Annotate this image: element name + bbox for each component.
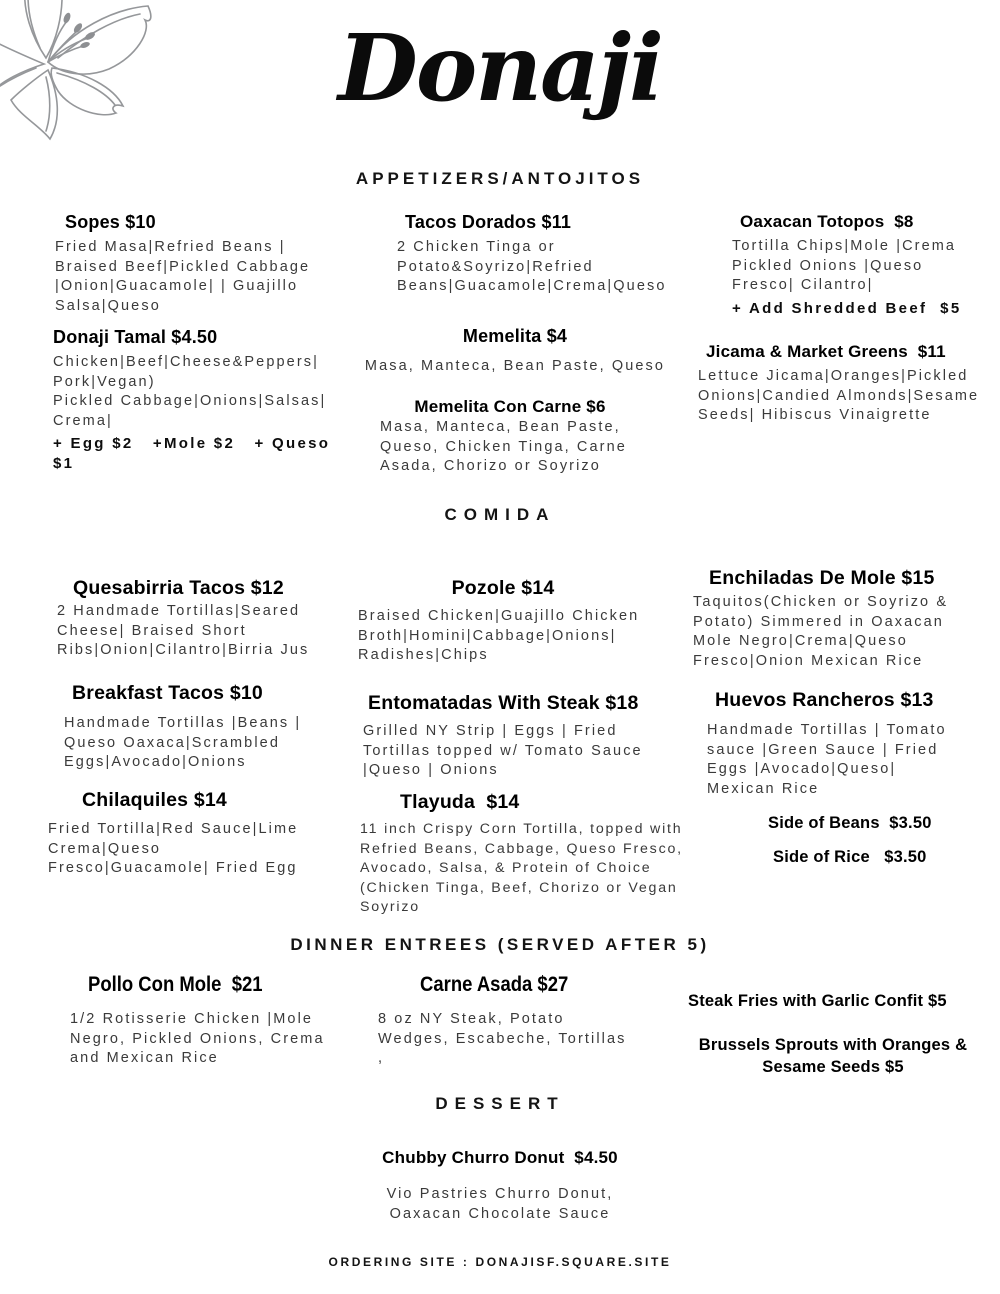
- item-description: Masa, Manteca, Bean Paste, Queso, Chicken Tinga, Carne Asada, Chorizo or Soyrizo: [380, 419, 633, 474]
- item-name: Side of Beans $3.50: [768, 814, 932, 832]
- item-name: Enchiladas De Mole $15: [709, 567, 935, 589]
- item-chilaquiles: [48, 789, 323, 879]
- item-name: Pollo Con Mole $21: [88, 973, 263, 996]
- item-description: Handmade Tortillas |Beans | Queso Oaxaca|Scrambled Eggs|Avocado|Onions: [64, 715, 308, 770]
- item-name: Carne Asada $27: [420, 973, 569, 996]
- item-description: Lettuce Jicama|Oranges|Pickled Onions|Candied Almonds|Sesame Seeds| Hibiscus Vinaigrette: [698, 368, 986, 423]
- item-tlayuda: [360, 791, 690, 918]
- item-pozole: [358, 577, 648, 666]
- item-name: Memelita $4: [462, 326, 568, 346]
- item-addons: + Egg $2 +Mole $2 + Queso $1: [53, 435, 337, 472]
- section-title-dinner: DINNER ENTREES (SERVED AFTER 5): [290, 935, 710, 954]
- item-description: Grilled NY Strip | Eggs | Fried Tortillas topped w/ Tomato Sauce |Queso | Onions: [363, 723, 649, 778]
- item-huevos-rancheros: [703, 689, 967, 799]
- item-name: Memelita Con Carne $6: [414, 397, 606, 416]
- item-name: Sopes $10: [65, 212, 156, 232]
- item-pollo-con-mole: [70, 973, 330, 1069]
- item-description: Handmade Tortillas | Tomato sauce |Green Sauce | Fried Eggs |Avocado|Queso| Mexican Rice: [707, 722, 953, 797]
- item-name: Pozole $14: [451, 577, 555, 599]
- item-name: Chubby Churro Donut $4.50: [382, 1148, 618, 1167]
- item-oaxacan-totopos: [732, 212, 992, 319]
- item-memelita-con-carne: [360, 397, 660, 477]
- item-carne-asada: [378, 973, 638, 1069]
- item-name: Brussels Sprouts with Oranges & Sesame Seeds $5: [698, 1036, 973, 1076]
- item-tacos-dorados: [397, 212, 692, 297]
- item-name: Chilaquiles $14: [82, 789, 227, 811]
- item-description: Masa, Manteca, Bean Paste, Queso: [364, 358, 666, 374]
- item-donaji-tamal: [53, 327, 353, 474]
- item-description: Chicken|Beef|Cheese&Peppers| Pork|Vegan): [53, 354, 326, 390]
- item-description: Pickled Cabbage|Onions|Salsas| Crema|: [53, 393, 333, 429]
- item-name: Oaxacan Totopos $8: [740, 212, 914, 231]
- item-name: Side of Rice $3.50: [773, 848, 927, 866]
- item-name: Jicama & Market Greens $11: [706, 342, 946, 361]
- item-name: Huevos Rancheros $13: [715, 689, 934, 711]
- item-addons: + Add Shredded Beef $5: [732, 299, 962, 317]
- section-title-appetizers: APPETIZERS/ANTOJITOS: [355, 169, 645, 188]
- item-description: 2 Handmade Tortillas|Seared Cheese| Braised Short Ribs|Onion|Cilantro|Birria Jus: [57, 603, 310, 658]
- item-description: Fried Tortilla|Red Sauce|Lime Crema|Queso Fresco|Guacamole| Fried Egg: [48, 821, 305, 876]
- item-description: Vio Pastries Churro Donut, Oaxacan Chocolate Sauce: [386, 1186, 620, 1222]
- item-description: 8 oz NY Steak, Potato Wedges, Escabeche, Tortillas ,: [378, 1011, 633, 1066]
- item-name: Tlayuda $14: [400, 791, 520, 813]
- item-name: Entomatadas With Steak $18: [368, 692, 639, 714]
- item-description: 2 Chicken Tinga or Potato&Soyrizo|Refried Beans|Guacamole|Crema|Queso: [397, 239, 667, 294]
- item-enchiladas-mole: [693, 567, 988, 671]
- ordering-site-text: ORDERING SITE : DONAJISF.SQUARE.SITE: [328, 1255, 672, 1269]
- item-name: Breakfast Tacos $10: [72, 682, 263, 704]
- item-name: Steak Fries with Garlic Confit $5: [688, 992, 947, 1010]
- item-name: Quesabirria Tacos $12: [73, 577, 284, 599]
- item-description: Braised Chicken|Guajillo Chicken Broth|Homini|Cabbage|Onions| Radishes|Chips: [358, 608, 646, 663]
- item-description: Fried Masa|Refried Beans | Braised Beef|Pickled Cabbage |Onion|Guacamole| | Guajillo Salsa|Queso: [55, 239, 317, 314]
- item-description: Taquitos(Chicken or Soyrizo & Potato) Simmered in Oaxacan Mole Negro|Crema|Queso Fresco|Onion Mexican Rice: [693, 594, 955, 669]
- item-memelita: [360, 326, 670, 377]
- item-jicama-market-greens: [698, 342, 986, 426]
- item-name: Donaji Tamal $4.50: [53, 327, 218, 347]
- item-description: 1/2 Rotisserie Chicken |Mole Negro, Pickled Onions, Crema and Mexican Rice: [70, 1011, 331, 1066]
- item-description: 11 inch Crispy Corn Tortilla, topped with Refried Beans, Cabbage, Queso Fresco, Avocado, Salsa, & Protein of Choice (Chicken Tinga, Beef, Chorizo or Vegan Soyrizo: [360, 821, 689, 915]
- item-quesabirria-tacos: [57, 577, 329, 661]
- item-name: Tacos Dorados $11: [405, 212, 572, 232]
- section-title-comida: COMIDA: [444, 505, 556, 524]
- section-title-dessert: DESSERT: [435, 1094, 565, 1113]
- side-of-beans: [768, 814, 988, 838]
- item-steak-fries: [688, 992, 988, 1016]
- item-entomatadas: [360, 692, 649, 781]
- item-description: Tortilla Chips|Mole |Crema Pickled Onions |Queso Fresco| Cilantro|: [732, 238, 963, 293]
- item-brussels-sprouts: [688, 1034, 978, 1083]
- item-chubby-churro: [350, 1148, 650, 1224]
- item-sopes: [55, 212, 345, 316]
- side-of-rice: [773, 848, 993, 872]
- restaurant-logo: Donaji: [338, 14, 662, 122]
- item-breakfast-tacos: [60, 682, 320, 773]
